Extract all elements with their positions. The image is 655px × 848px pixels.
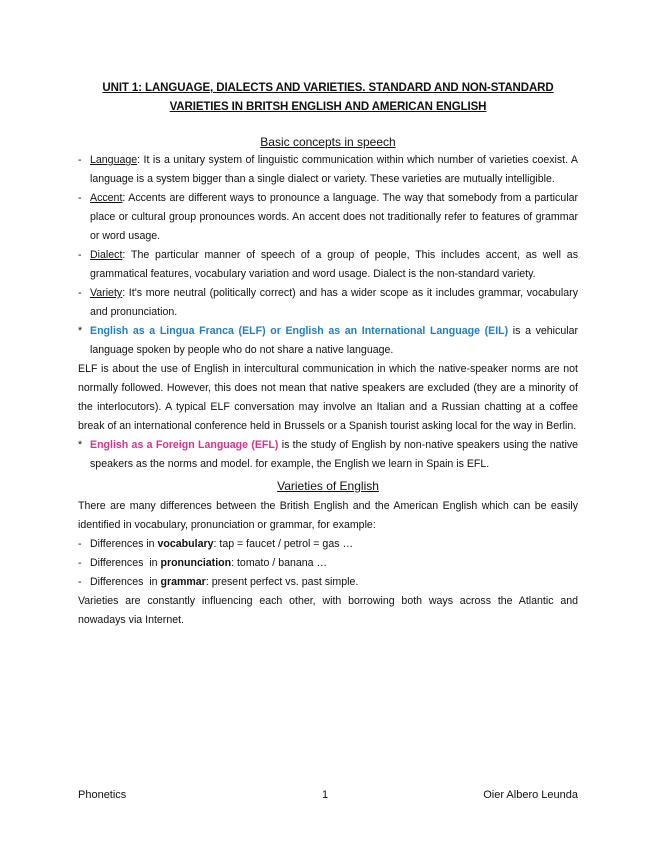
term-grammar: grammar: [160, 576, 206, 588]
elf-highlight: English as a Lingua Franca (ELF) or English as an International Language (EIL): [90, 325, 509, 337]
footer-course-name: Phonetics: [78, 789, 127, 801]
list-item-dialect: - Dialect: The particular manner of speech of a group of people, This includes accent, as well as grammatical features, vocabulary variation and word usage. Dialect is the non-standard variety.: [78, 249, 578, 280]
term-dialect: Dialect: [90, 249, 123, 261]
list-item-pronunciation: - Differences in pronunciation: tomato / banana …: [78, 557, 328, 569]
section-heading-basic-concepts: Basic concepts in speech: [260, 135, 396, 149]
list-item-efl: * English as a Foreign Language (EFL) is the study of English by non-native speakers using the native speakers as the norms and model. for example, the English we learn in Spain is EFL.: [78, 439, 579, 470]
term-vocabulary: vocabulary: [157, 538, 214, 550]
footer-page-number: 1: [322, 789, 329, 801]
varieties-closing: Varieties are constantly influencing each other, with borrowing both ways across the Atlantic and nowadays via Internet.: [78, 595, 578, 626]
term-pronunciation: pronunciation: [160, 557, 232, 569]
elf-paragraph: ELF is about the use of English in intercultural communication in which the native-speaker norms are not normally followed. However, this does not mean that native speakers are excluded (they are a minority of the interlocutors). A typical ELF conversation may involve an Italian and a Russian chatting at a coffee break of an international conference held in Brussels or a Spanish tourist asking local for the way in Berlin.: [78, 363, 578, 432]
efl-highlight: English as a Foreign Language (EFL): [90, 439, 279, 451]
list-item-grammar: - Differences in grammar: present perfect vs. past simple.: [78, 576, 359, 588]
list-item-accent: - Accent: Accents are different ways to pronounce a language. The way that somebody from a particular place or cultural group pronounces words. An accent does not traditionally refer to features of grammar or word usage.: [78, 192, 578, 242]
footer-author: Oier Albero Leunda: [483, 789, 578, 801]
list-item-variety: - Variety: It's more neutral (politically correct) and has a wider scope as it includes grammar, vocabulary and pronunciation.: [78, 287, 578, 318]
document-body: [78, 151, 578, 630]
list-item-language: - Language: It is a unitary system of linguistic communication within which number of varieties coexist. A language is a system bigger than a single dialect or variety. These varieties are mutually intelligible.: [78, 154, 578, 185]
section-heading-varieties: Varieties of English: [277, 479, 379, 493]
list-item-elf: * English as a Lingua Franca (ELF) or English as an International Language (EIL) is a vehicular language spoken by people who do not share a native language.: [78, 325, 578, 356]
term-accent: Accent: [90, 192, 123, 204]
varieties-intro: There are many differences between the British English and the American English which can be easily identified in vocabulary, pronunciation or grammar, for example:: [78, 500, 578, 531]
term-language: Language: [90, 154, 138, 166]
document-title: UNIT 1: LANGUAGE, DIALECTS AND VARIETIES. STANDARD AND NON-STANDARD VARIETIES IN BRITSH ENGLISH AND AMERICAN ENGLISH: [102, 82, 554, 113]
list-item-vocabulary: - Differences in vocabulary: tap = faucet / petrol = gas …: [78, 538, 354, 550]
term-variety: Variety: [90, 287, 123, 299]
